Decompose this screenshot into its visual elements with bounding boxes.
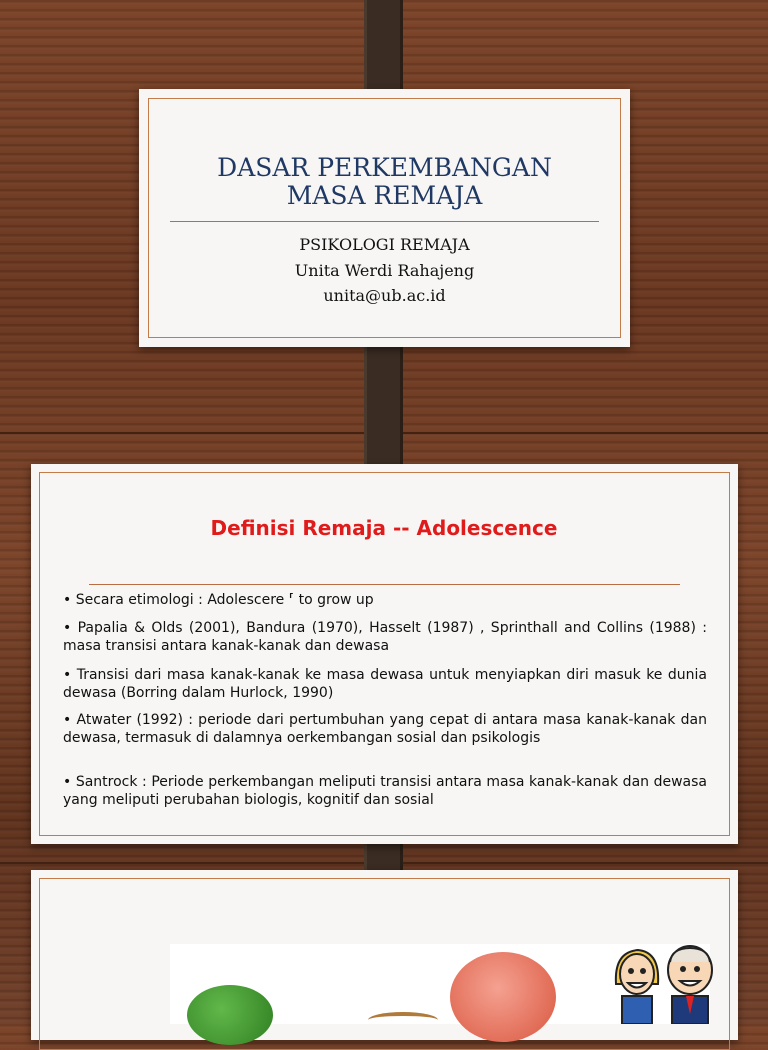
hanging-strap	[364, 330, 403, 478]
course-name: PSIKOLOGI REMAJA	[299, 235, 470, 254]
heading-divider	[89, 584, 680, 585]
pink-tree-icon	[450, 952, 556, 1042]
slide-title-line2: MASA REMAJA	[286, 181, 483, 210]
branch-icon	[368, 1012, 438, 1028]
definition-bullet-3: • Transisi dari masa kanak-kanak ke masa dewasa untuk menyiapkan diri masuk ke dunia dewasa (Borring dalam Hurlock, 1990)	[63, 667, 707, 701]
definition-bullet-2: • Papalia & Olds (2001), Bandura (1970), Hasselt (1987) , Sprinthall and Collins (1988) : masa transisi antara kanak-kanak dan dewasa	[63, 620, 707, 654]
definition-bullet-4: • Atwater (1992) : periode dari pertumbuhan yang cepat di antara masa kanak-kanak dan dewasa, termasuk di dalamnya oerkembangan sosial dan psikologis	[63, 712, 707, 746]
cartoon-people-icon	[608, 944, 718, 1024]
definition-bullet-1: • Secara etimologi : Adolescere ⸢ to grow up	[63, 592, 374, 608]
green-tree-icon	[187, 985, 273, 1045]
slide-title-line1: DASAR PERKEMBANGAN	[217, 153, 552, 182]
author-name: Unita Werdi Rahajeng	[294, 261, 475, 280]
definition-bullet-5: • Santrock : Periode perkembangan meliputi transisi antara masa kanak-kanak dan dewasa yang meliputi perubahan biologis, kognitif dan sosial	[63, 774, 707, 808]
author-email: unita@ub.ac.id	[323, 286, 446, 305]
title-divider	[170, 221, 599, 222]
slide-title[interactable]	[139, 89, 630, 347]
definition-heading: Definisi Remaja -- Adolescence	[210, 516, 558, 540]
